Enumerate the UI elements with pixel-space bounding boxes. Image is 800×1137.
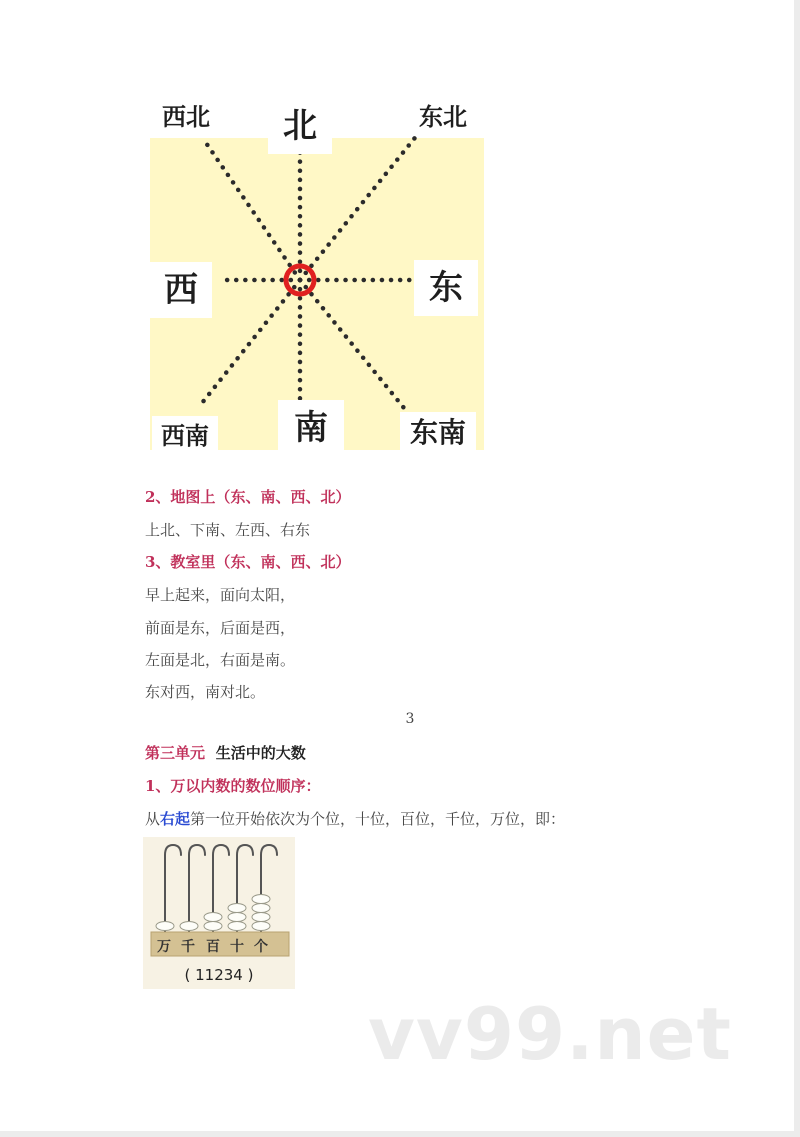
page-edge-right (794, 0, 800, 1137)
abacus-label-qian: 千 (181, 939, 195, 955)
abacus-base (151, 932, 289, 956)
place-order-heading: 1、万以内数的数位顺序： (145, 777, 321, 795)
abacus-bead (156, 922, 174, 931)
page-number: 3 (405, 711, 415, 727)
section3-heading: 3、教室里（东、南、西、北） (145, 553, 351, 571)
unit3-title: 生活中的大数 (215, 744, 306, 762)
abacus-label-shi: 十 (230, 939, 244, 955)
section2-line: 上北、下南、左西、右东 (145, 521, 311, 539)
label-north: 北 (268, 98, 332, 154)
abacus-bead (252, 904, 270, 913)
abacus-rod-wan (165, 845, 181, 932)
abacus-rod-qian (189, 845, 205, 932)
section3-line-4: 东对西，南对北。 (145, 683, 266, 701)
abacus-bead (228, 913, 246, 922)
label-northeast: 东北 (408, 98, 478, 136)
unit3-heading (145, 743, 306, 763)
label-east: 东 (414, 260, 478, 316)
abacus-bead (204, 913, 222, 922)
section3-line-2: 前面是东，后面是西， (145, 619, 296, 637)
abacus-bead (204, 922, 222, 931)
place-order-rest: 第一位开始依次为个位，十位，百位，千位，万位，即： (190, 810, 566, 828)
label-southwest: 西南 (152, 416, 218, 456)
abacus-bead (252, 922, 270, 931)
section2-heading: 2、地图上（东、南、西、北） (145, 488, 351, 506)
abacus-bead (252, 913, 270, 922)
abacus-label-wan: 万 (157, 939, 171, 955)
abacus-bead (228, 922, 246, 931)
abacus-caption: ( 11234 ) (184, 966, 254, 984)
abacus-bead (252, 895, 270, 904)
place-order-text (145, 809, 565, 829)
place-order-highlight: 右起 (160, 810, 191, 828)
section3-line-1: 早上起来，面向太阳， (145, 586, 296, 604)
abacus-label-ge: 个 (254, 939, 268, 955)
abacus-label-bai: 百 (206, 939, 220, 955)
place-order-prefix: 从 (145, 810, 161, 828)
watermark: vv99.net (368, 992, 732, 1076)
label-southeast: 东南 (400, 412, 476, 454)
unit3-label: 第三单元 (145, 744, 206, 762)
compass-diagram (142, 90, 492, 458)
abacus-bead (228, 904, 246, 913)
label-northwest: 西北 (154, 98, 218, 136)
page-edge-bottom (0, 1131, 800, 1137)
abacus-bead (180, 922, 198, 931)
label-south: 南 (278, 400, 344, 456)
section3-line-3: 左面是北，右面是南。 (145, 651, 296, 669)
label-west: 西 (150, 262, 212, 318)
